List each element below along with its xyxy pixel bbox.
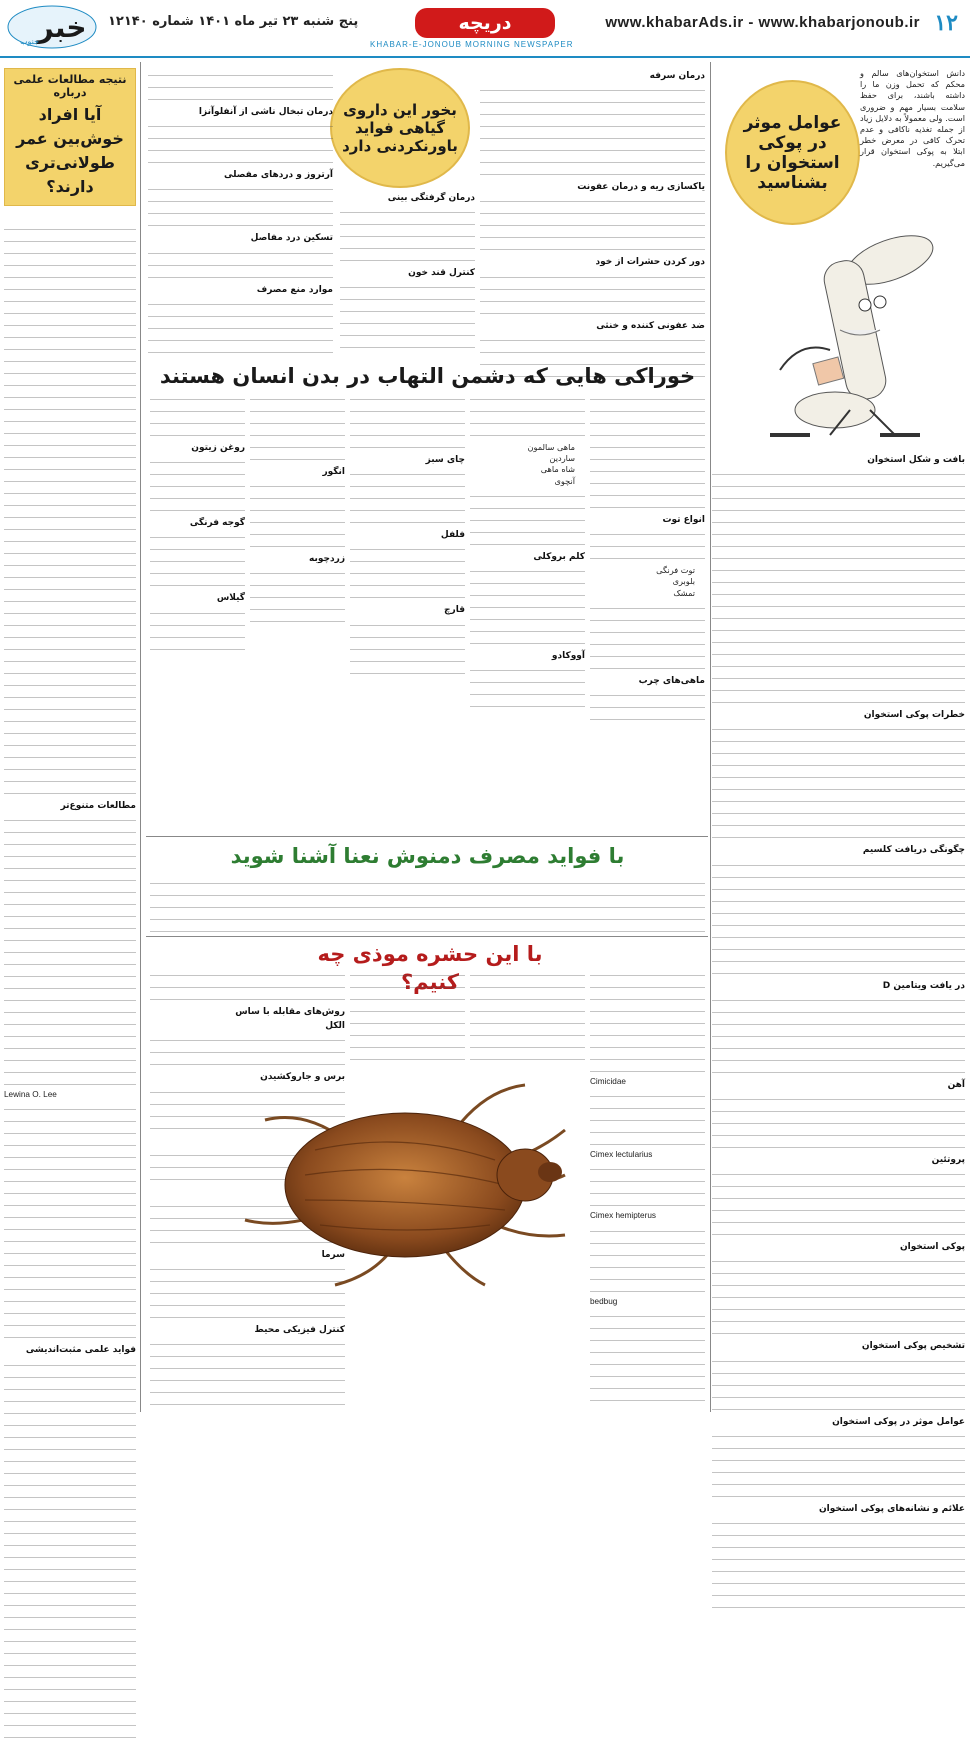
optimism-title: آیا افراد خوش‌بین عمر طولانی‌تری دارند؟ [16,105,124,196]
bone-subhead: پوکی استخوان [900,1242,965,1253]
bone-title: عوامل موثر در پوکی استخوان را بشناسید [743,112,842,193]
inflammation-subhead: گیلاس [216,593,245,604]
logo-text: خبر [37,11,87,44]
herbal-column [148,68,333,360]
fish-item: شاه ماهی [540,464,575,475]
bedbug-subhead: الکل [325,1021,345,1032]
optimism-column [4,222,136,1412]
species-name: bedbug [590,1296,618,1306]
researcher-name: Lewina O. Lee [4,1090,57,1100]
bedbug-title: با این حشره موذی چه کنیم؟ [317,942,543,994]
berry-item: توت فرنگی [656,565,695,576]
newspaper-logo [6,4,98,50]
bone-subhead: بافت و شکل استخوان [867,455,965,465]
inflammation-column [470,392,585,832]
herbal-subhead: درمان گرفتگی بینی [387,193,475,203]
inflammation-subhead: ماهی‌های چرب [638,675,705,686]
fish-item: آنچوی [554,475,575,486]
berry-item: بلوبری [672,576,695,587]
herbal-column [480,68,705,368]
inflammation-subhead: کلم بروکلی [533,551,585,562]
herbal-subhead: موارد منع مصرف [256,284,333,295]
inflammation-subhead: انگور [322,467,345,477]
inflammation-subhead: چای سبز [425,455,465,465]
mint-column [150,876,705,934]
column-divider [140,62,141,1412]
bedbug-column [470,968,585,1068]
inflammation-subhead: انواع توت [662,515,705,525]
bedbug-subhead: برس و جاروکشیدن [260,1072,345,1083]
inflammation-column [250,392,345,832]
section-rule [146,836,708,837]
optimism-subhead: مطالعات متنوع‌تر [60,801,136,811]
fish-item: ماهی سالمون [527,442,575,452]
bone-subhead: خطرات پوکی استخوان [863,710,965,721]
inflammation-subhead: قارچ [444,605,465,616]
species-name: Cimex lectularius [590,1150,653,1160]
inflammation-subhead: فلفل [440,530,465,541]
species-name: Cimex hemipterus [590,1211,656,1221]
bedbug-subhead: روش‌های مقابله با ساس [235,1007,345,1017]
masthead [0,0,970,58]
inflammation-column [350,392,465,832]
bone-subhead: تشخیص پوکی استخوان [861,1341,965,1352]
species-name: Cimicidae [590,1077,626,1086]
column-divider [710,62,711,1412]
bedbug-image [225,1060,585,1290]
bone-intro: دانش استخوان‌های سالم و محکم که تحمل وزن ما را داشته باشند، برای حفظ سلامت بسیار مهم و ضروری است. ولی معمولاً به دلایل زیاد از جمله تغذیه ناکافی و عدم تحرک کافی در معرض خطر ابتلا به پوکی استخوان قرار می‌گیریم. [860,68,965,168]
issue-date: پنج شنبه ۲۳ تیر ماه ۱۴۰۱ شماره ۱۲۱۴۰ [108,14,359,29]
bedbug-subhead: سرما [321,1250,345,1261]
inflammation-title: خوراکی هایی که دشمن التهاب در بدن انسان هستند [159,364,696,388]
mint-title: با فواید مصرف دمنوش نعنا آشنا شوید [230,844,625,868]
inflammation-column [150,392,245,832]
herbal-subhead: تسکین درد مفاصل [250,233,333,244]
herbal-subhead: آرتروز و دردهای مفصلی [224,170,333,181]
herbal-subhead: کنترل قند خون [408,268,475,279]
site-url[interactable]: www.khabarAds.ir - www.khabarjonoub.ir [605,14,920,31]
bone-title-oval [725,80,860,225]
section-badge: دریچه [415,8,555,38]
berry-item: تمشک [673,587,695,598]
logo-sub: جنوب [20,37,40,46]
newspaper-strip: KHABAR-E-JONOUB MORNING NEWSPAPER [370,40,574,49]
herbal-subhead: درمان تبخال ناشی از آنفلوآنزا [198,107,333,117]
optimism-subhead: فواید علمی مثبت‌اندیشی [25,1345,136,1356]
bone-subhead: علائم و نشانه‌های پوکی استخوان [818,1503,965,1514]
inflammation-subhead: زردچوبه [309,554,345,565]
bedbug-column [350,968,465,1068]
inflammation-subhead: روغن زیتون [191,443,245,453]
fish-item: ساردین [549,453,575,464]
optimism-title-box [4,68,136,206]
herbal-subhead: دور کردن حشرات از خود [595,257,705,268]
bone-subhead: آهن [947,1079,965,1090]
bone-subhead: پروتئین [931,1155,965,1166]
inflammation-column [590,392,705,832]
optimism-kicker: نتیجه مطالعات علمی درباره [13,73,127,99]
herbal-subhead: ضد عفونی کننده و خنثی [596,320,705,331]
herbal-title-oval [330,68,470,188]
bone-subhead: در یافت ویتامین D [882,980,965,991]
bone-subhead: عوامل موثر در پوکی استخوان [832,1416,965,1427]
bedbug-column [590,968,705,1412]
bone-body-column [712,452,965,1514]
inflammation-subhead: آووکادو [551,651,585,662]
herbal-title: بخور این داروی گیاهی فواید باورنکردنی دارد [342,101,458,155]
bone-side-column [720,228,750,438]
herbal-subhead: یاکسازی ریه و درمان عفونت [577,182,705,193]
herbal-subhead: درمان سرفه [649,71,705,81]
inflammation-subhead: گوجه فرنگی [189,518,245,529]
bedbug-subhead: کنترل فیزیکی محیط [254,1325,345,1336]
bone-intro-column [860,68,965,228]
bone-subhead: چگونگی دریافت کلسیم [862,845,965,856]
page-number: ۱۲ [934,10,958,36]
herbal-column [340,190,475,360]
section-rule [146,936,708,937]
bone-cartoon [740,220,965,445]
